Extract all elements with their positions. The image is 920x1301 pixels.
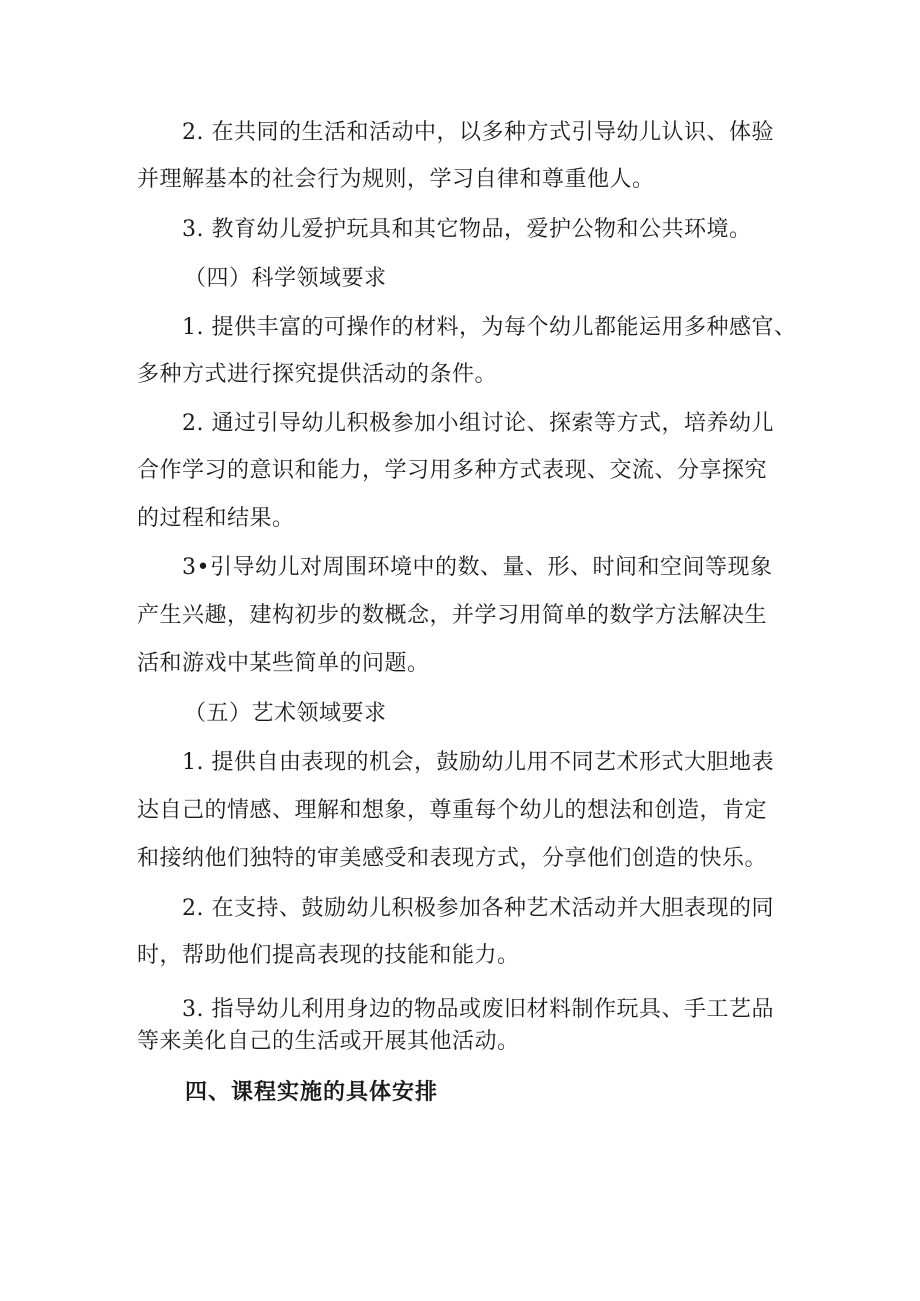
art-item-2-line-1: 2. 在支持、鼓励幼儿积极参加各种艺术活动并大胆表现的同 <box>182 896 774 921</box>
science-item-3-line-3: 活和游戏中某些简单的问题。 <box>137 651 430 676</box>
science-item-2-line-2: 合作学习的意识和能力，学习用多种方式表现、交流、分享探究 <box>137 458 768 483</box>
science-subheading: （四）科学领域要求 <box>184 266 387 291</box>
science-item-2-line-1: 2. 通过引导幼儿积极参加小组讨论、探索等方式，培养幼儿 <box>182 411 774 436</box>
social-item-2-line-1: 2. 在共同的生活和活动中，以多种方式引导幼儿认识、体验 <box>182 120 774 145</box>
social-item-3: 3. 教育幼儿爱护玩具和其它物品，爱护公物和公共环境。 <box>182 217 752 242</box>
science-item-3-line-2: 产生兴趣，建构初步的数概念，并学习用简单的数学方法解决生 <box>137 603 768 628</box>
social-item-2-line-2: 并理解基本的社会行为规则，学习自律和尊重他人。 <box>137 167 655 192</box>
science-item-1-line-1: 1. 提供丰富的可操作的材料，为每个幼儿都能运用多种感官、 <box>182 315 797 340</box>
art-subheading: （五）艺术领域要求 <box>184 701 387 726</box>
science-item-2-line-3: 的过程和结果。 <box>137 506 295 531</box>
science-item-3-line-1: 3•引导幼儿对周围环境中的数、量、形、时间和空间等现象 <box>182 555 773 580</box>
section-heading: 四、课程实施的具体安排 <box>185 1080 439 1105</box>
science-item-1-line-2: 多种方式进行探究提供活动的条件。 <box>137 362 498 387</box>
art-item-1-line-2: 达自己的情感、理解和想象，尊重每个幼儿的想法和创造，肯定 <box>137 798 768 823</box>
art-item-1-line-3: 和接纳他们独特的审美感受和表现方式，分享他们创造的快乐。 <box>137 846 768 871</box>
art-item-3-line-2: 等来美化自己的生活或开展其他活动。 <box>137 1029 520 1054</box>
art-item-2-line-2: 时，帮助他们提高表现的技能和能力。 <box>137 943 520 968</box>
art-item-3-line-1: 3. 指导幼儿利用身边的物品或废旧材料制作玩具、手工艺品 <box>182 997 774 1022</box>
art-item-1-line-1: 1. 提供自由表现的机会，鼓励幼儿用不同艺术形式大胆地表 <box>182 750 774 775</box>
